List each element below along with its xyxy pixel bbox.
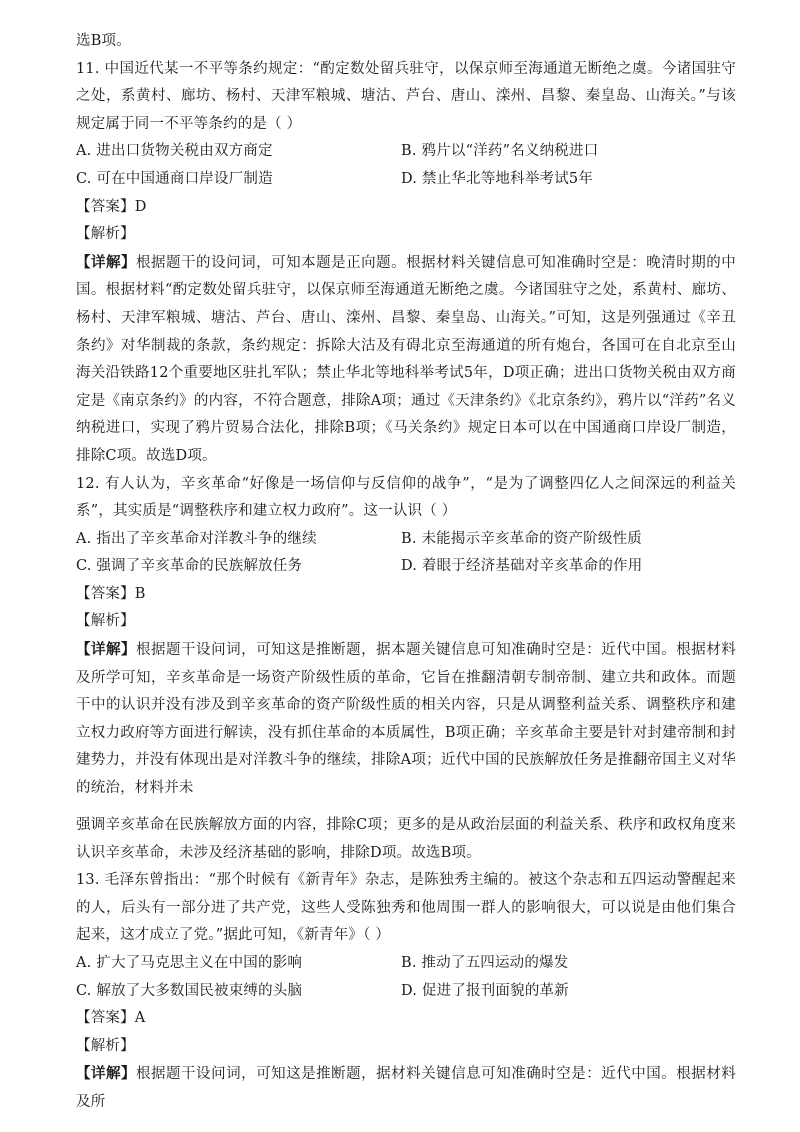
q11-option-d: D. 禁止华北等地科举考试5年 <box>401 170 594 187</box>
q12-options <box>76 526 736 581</box>
q11-option-b: B. 鸦片以“洋药”名义纳税进口 <box>401 143 599 160</box>
q11-stem: 11. 中国近代某一不平等条约规定：“酌定数处留兵驻守，以保京师至海通道无断绝之虞。今诸国驻守之处，系黄村、廊坊、杨村、天津军粮城、塘沽、芦台、唐山、滦州、昌黎、秦皇岛、山海关。”与该规定属于同一不平等条约的是（ ） <box>76 60 736 132</box>
q12-detail-continued: 强调辛亥革命在民族解放方面的内容，排除C项；更多的是从政治层面的利益关系、秩序和政权角度来认识辛亥革命，未涉及经济基础的影响，排除D项。故选B项。 <box>76 817 736 861</box>
q12-detail <box>76 636 736 803</box>
q12-answer: 【答案】B <box>76 585 146 602</box>
content-block-upper <box>76 28 736 803</box>
q11-option-c: C. 可在中国通商口岸设厂制造 <box>76 170 273 187</box>
q12-option-d: D. 着眼于经济基础对辛亥革命的作用 <box>401 558 643 575</box>
q11-detail-tag: 【详解】 <box>76 253 137 271</box>
q11-option-a: A. 进出口货物关税由双方商定 <box>76 143 273 160</box>
q13-option-b: B. 推动了五四运动的爆发 <box>401 954 569 971</box>
q13-answer: 【答案】A <box>76 1010 146 1027</box>
q13-option-d: D. 促进了报刊面貌的革新 <box>401 982 569 999</box>
previous-answer-tail: 选B项。 <box>76 33 131 49</box>
q12-detail-tag: 【详解】 <box>76 641 137 659</box>
q12-option-c: C. 强调了辛亥革命的民族解放任务 <box>76 558 303 575</box>
q11-options <box>76 138 736 193</box>
q12-detail-text: 根据题干设问词，可知这是推断题，据本题关键信息可知准确时空是：近代中国。根据材料及所学可知，辛亥革命是一场资产阶级性质的革命，它旨在推翻清朝专制帝制、建立共和政体。而题干中的认识并没有涉及到辛亥革命的资产阶级性质的相关内容，只是从调整利益关系、调整秩序和建立权力政府等方面进行解读，没有抓住革命的本质属性，B项正确；辛亥革命主要是针对封建帝制和封建势力，并没有体现出是对洋教斗争的继续，排除A项；近代中国的民族解放任务是推翻帝国主义对华的统治，材料并未 <box>76 642 736 797</box>
q11-detail-text: 根据题干的设问词，可知本题是正向题。根据材料关键信息可知准确时空是：晚清时期的中国。根据材料“酌定数处留兵驻守，以保京师至海通道无断绝之虞。今诸国驻守之处，系黄村、廊坊、杨村、天津军粮城、塘沽、芦台、唐山、滦州、昌黎、秦皇岛、山海关。”可知，这是列强通过《辛丑条约》对华制裁的条款，条约规定：拆除大沽及有碍北京至海通道的所有炮台，各国可在自北京至山海关沿铁路12个重要地区驻扎军队；禁止华北等地科举考试5年，D项正确；进出口货物关税由双方商定是《南京条约》的内容，不符合题意，排除A项；通过《天津条约》《北京条约》，鸦片以“洋药”名义纳税进口，实现了鸦片贸易合法化，排除B项；《马关条约》规定日本可以在中国通商口岸设厂制造，排除C项。故选D项。 <box>76 254 736 464</box>
q12-stem: 12. 有人认为，辛亥革命“好像是一场信仰与反信仰的战争”，“是为了调整四亿人之间深远的利益关系”，其实质是“调整秩序和建立权力政府”。这一认识（ ） <box>76 475 736 520</box>
q13-analysis-label: 【解析】 <box>76 1037 135 1054</box>
q13-stem: 13. 毛泽东曾指出：“那个时候有《新青年》杂志，是陈独秀主编的。被这个杂志和五四运动警醒起来的人，后头有一部分进了共产党，这些人受陈独秀和他周围一群人的影响很大，可以说是由他们集合起来，这才成立了党。”据此可知，《新青年》（ ） <box>76 872 736 944</box>
q13-option-a: A. 扩大了马克思主义在中国的影响 <box>76 954 303 971</box>
q13-detail-text: 根据题干设问词，可知这是推断题，据材料关键信息可知准确时空是：近代中国。根据材料及所 <box>76 1066 736 1110</box>
content-block-lower <box>76 812 736 1117</box>
q11-analysis-label: 【解析】 <box>76 226 135 243</box>
q11-answer: 【答案】D <box>76 198 147 215</box>
q13-detail <box>76 1060 736 1116</box>
q13-detail-tag: 【详解】 <box>76 1065 137 1083</box>
q12-option-a: A. 指出了辛亥革命对洋教斗争的继续 <box>76 530 317 547</box>
q13-option-c: C. 解放了大多数国民被束缚的头脑 <box>76 982 303 999</box>
q11-detail <box>76 249 736 471</box>
q13-options <box>76 950 736 1005</box>
q12-analysis-label: 【解析】 <box>76 613 135 630</box>
q12-option-b: B. 未能揭示辛亥革命的资产阶级性质 <box>401 530 642 547</box>
